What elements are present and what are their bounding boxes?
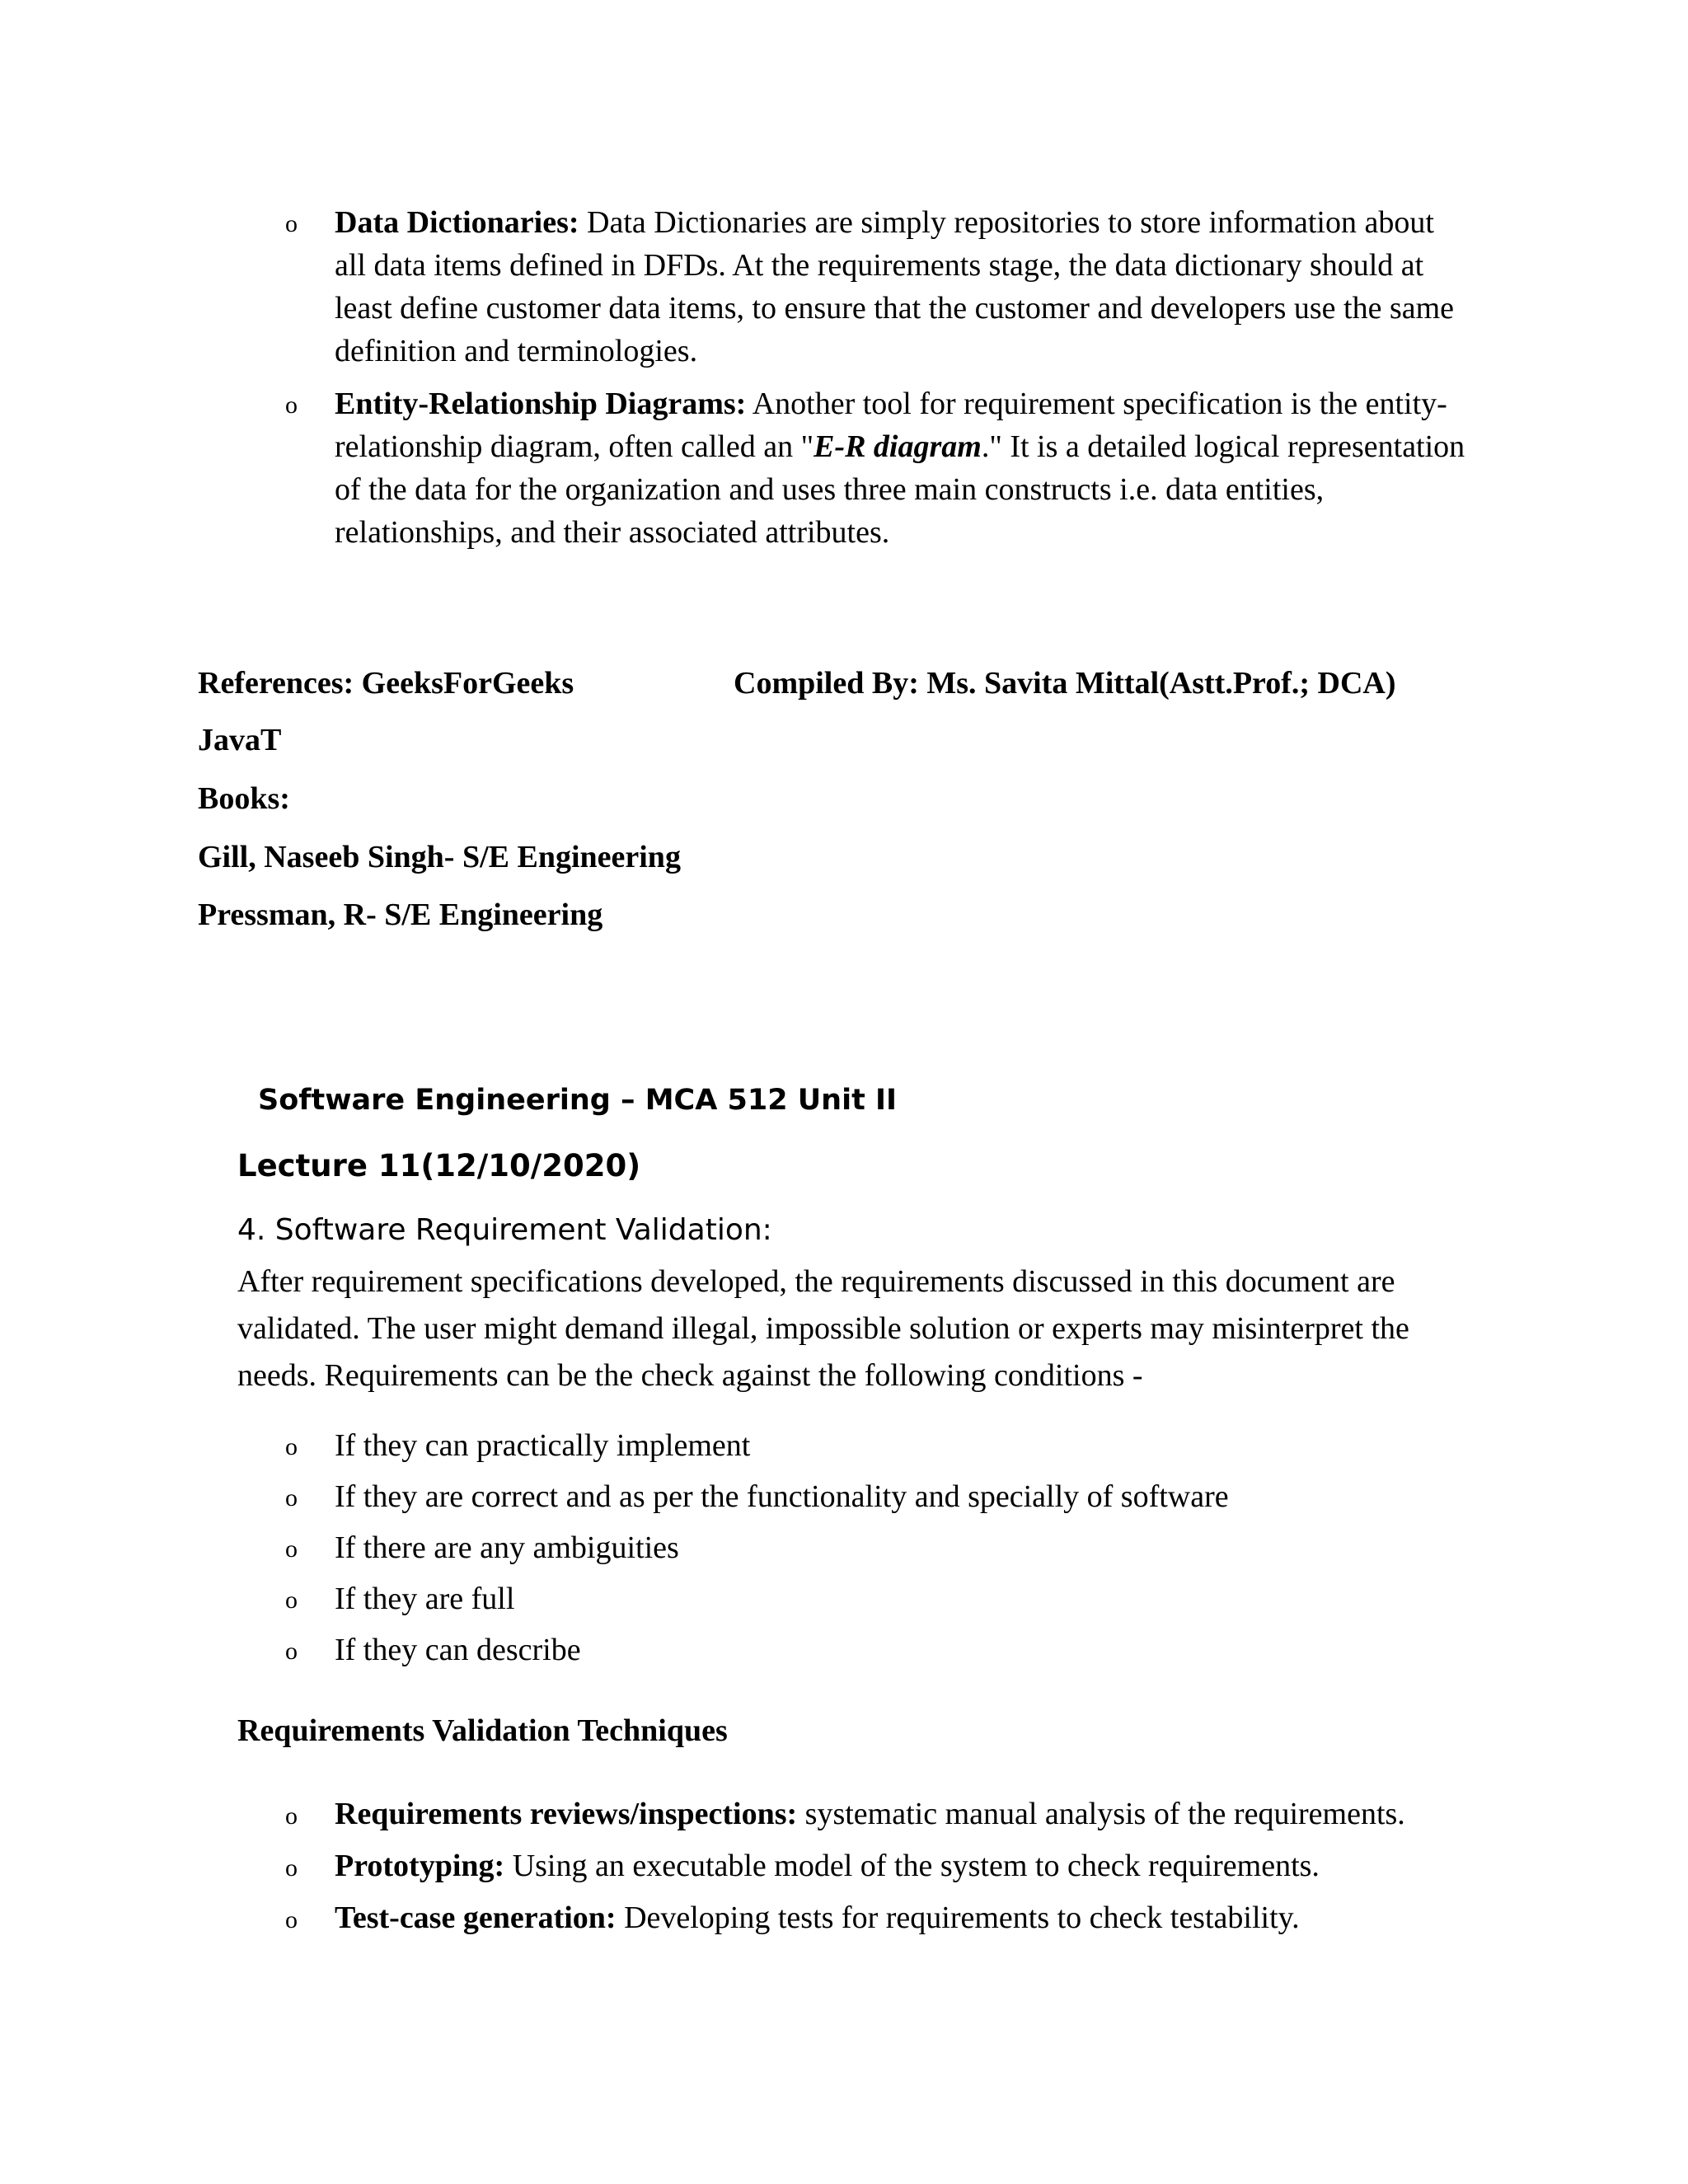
list-item [285,1420,1472,1471]
references-line: References: GeeksForGeeks [198,666,574,701]
technique-term: Prototyping: [335,1849,505,1883]
validation-paragraph: After requirement specifications developed, the requirements discussed in this document are validated. The user might demand illegal, impossible solution or experts may misinterpret the needs. Requirements can be the check against the following conditions - [237,1264,1409,1393]
list-item-data-dictionaries [285,201,1472,373]
term-data-dictionaries: Data Dictionaries: [335,205,579,240]
bullet-marker: o [285,1854,298,1882]
er-diagram-emphasis: E-R diagram [814,429,982,464]
technique-text: systematic manual analysis of the requirements. [797,1797,1405,1831]
book-pressman: Pressman, R- S/E Engineering [198,898,603,932]
condition-text: If they are full [335,1582,515,1616]
bullet-marker: o [285,1638,298,1665]
course-title: Software Engineering – MCA 512 Unit II [258,1084,898,1117]
techniques-heading: Requirements Validation Techniques [237,1713,728,1748]
condition-text: If they can describe [335,1633,581,1667]
bullet-marker: o [285,1906,298,1933]
conditions-list [285,1420,1472,1675]
definition-er-part1: Another tool for requirement specification is the entity-relationship diagram, often called an " [335,387,1447,464]
condition-text: If they can practically implement [335,1428,751,1463]
bullet-marker: o [285,1586,298,1614]
definition-er-part2: ." It is a detailed logical representation of the data for the organization and uses three main constructs i.e. data entities, relationships, and their associated attributes. [335,429,1465,550]
technique-text: Developing tests for requirements to check testability. [616,1900,1300,1935]
technique-term: Test-case generation: [335,1900,617,1935]
list-item [285,1471,1472,1522]
list-item [285,1624,1472,1675]
bullet-marker: o [285,1802,298,1830]
list-item-er-diagrams [285,382,1472,554]
bullet-marker: o [285,391,298,419]
techniques-list [285,1788,1472,1944]
book-gill: Gill, Naseeb Singh- S/E Engineering [198,840,681,874]
list-item-reviews [285,1788,1472,1840]
bullet-marker: o [285,210,298,237]
definitions-list [285,201,1472,564]
condition-text: If there are any ambiguities [335,1530,679,1565]
list-item [285,1522,1472,1573]
reference-javat: JavaT [198,723,282,757]
technique-text: Using an executable model of the system to check requirements. [504,1849,1320,1883]
bullet-marker: o [285,1433,298,1460]
compiled-by: Compiled By: Ms. Savita Mittal(Astt.Prof.; DCA) [734,666,1396,701]
list-item [285,1573,1472,1624]
section-heading: 4. Software Requirement Validation: [237,1213,772,1247]
technique-term: Requirements reviews/inspections: [335,1797,798,1831]
lecture-title: Lecture 11(12/10/2020) [237,1148,641,1183]
list-item-test-case [285,1892,1472,1944]
bullet-marker: o [285,1535,298,1563]
condition-text: If they are correct and as per the functionality and specially of software [335,1479,1229,1514]
bullet-marker: o [285,1484,298,1511]
books-heading: Books: [198,781,290,816]
list-item-prototyping [285,1840,1472,1892]
term-er-diagrams: Entity-Relationship Diagrams: [335,387,747,421]
definition-data-dictionaries: Data Dictionaries are simply repositories to store information about all data items defined in DFDs. At the requirements stage, the data dictionary should at least define customer data items, to ensure that the customer and developers use the same definition and terminologies. [335,205,1455,368]
